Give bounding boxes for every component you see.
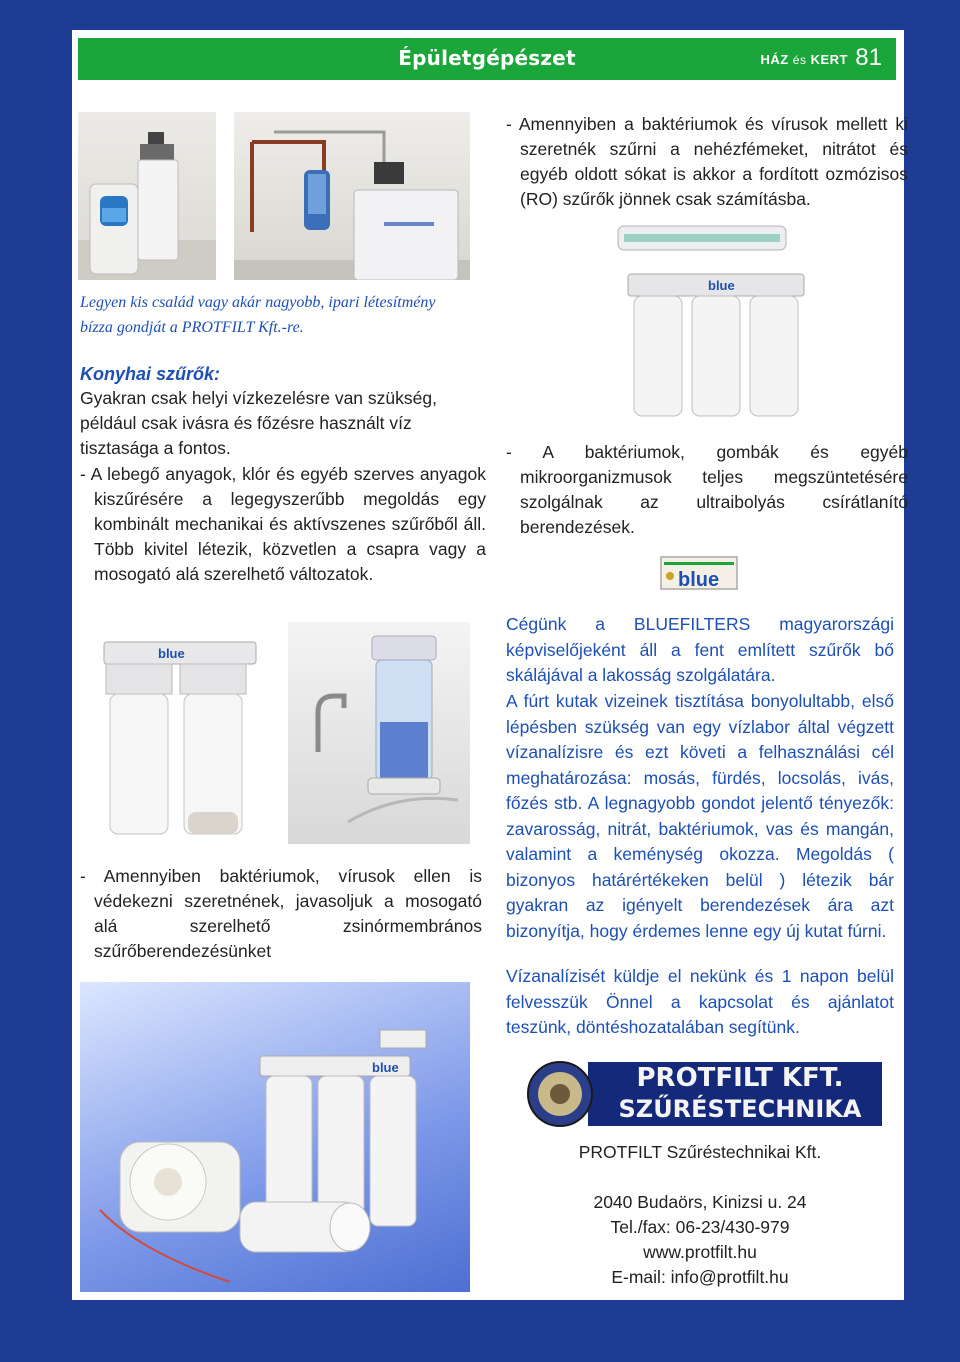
water-softener-installation-image — [234, 112, 470, 280]
svg-text:blue: blue — [372, 1060, 399, 1075]
kitchen-filters-heading: Konyhai szűrők: — [80, 364, 221, 384]
wells-paragraph: A fúrt kutak vizeinek tisztítása bonyolultabb, első lépésben szükség van egy vízlabor által végzett vízanalízisre és ezt követi a felhasználási cél meghatározása: mosás, fürdés, locsolás, ivás, főzés stb. A legnagyobb gondot jelentő tényezők: zavarosság, nitrát, baktériumok, vas és mangán, valamint a keménység okozza. Megoldás ( bizonyos határértékeken belül ) létezik bár gyakran az igényelt berendezések ára azt bizonyítja, hogy érdemes lenne egy új kutat fúrni. — [506, 691, 894, 941]
svg-text:blue: blue — [678, 569, 720, 590]
company-address: 2040 Budaörs, Kinizsi u. 24 — [593, 1192, 807, 1212]
water-softener-small-image — [78, 112, 216, 280]
svg-text:blue: blue — [158, 646, 185, 661]
protfilt-logo-line1: PROTFILT KFT. — [636, 1063, 844, 1093]
company-email[interactable]: E-mail: info@protfilt.hu — [611, 1267, 789, 1287]
page-header — [78, 38, 896, 80]
photo-ro-system — [80, 982, 470, 1292]
countertop-filter-image — [288, 622, 470, 844]
photo-countertop-filter — [288, 622, 470, 844]
uv-bullet: - A baktériumok, gombák és egyéb mikroorganizmusok teljes megszüntetésére szolgálnak az ultraibolyás csírátlanító berendezések. — [506, 442, 908, 537]
photo-water-softener-small — [78, 112, 216, 280]
ro-bullet: - Amennyiben a baktériumok és vírusok mellett ki szeretnék szűrni a nehézfémeket, nitrátot és egyéb oldott sókat is akkor a fordított ozmózisos (RO) szűrők jönnek csak számításba. — [506, 114, 908, 209]
membrane-filter-bullet: - Amennyiben baktériumok, vírusok ellen is védekezni szeretnének, javasoljuk a mosogató alá szerelhető zsinórmembrános szűrőberendezésünket — [80, 866, 482, 961]
ro-system-image — [80, 982, 470, 1292]
photo-undersink-double-filter — [80, 622, 272, 844]
kitchen-filters-intro: Gyakran csak helyi vízkezelésre van szükség, például csak ivásra és főzésre használt víz tisztasága a fontos. — [80, 388, 437, 458]
ro-unit-image — [604, 216, 818, 426]
page-number: 81 — [855, 44, 882, 71]
contact-paragraph: Vízanalízisét küldje el nekünk és 1 napon belül felvesszük Önnel a kapcsolat és ajánlatot teszünk, döntéshozatalában segítünk. — [506, 966, 894, 1037]
section-title: Épületgépészet — [398, 46, 576, 70]
bluefilters-logo — [660, 556, 738, 590]
company-website[interactable]: www.protfilt.hu — [643, 1242, 757, 1262]
kitchen-filters-bullet: - A lebegő anyagok, klór és egyéb szerves anyagok kiszűrésére a legegyszerűbb megoldás egy kombinált mechanikai és aktívszenes szűrőből áll. Több kivitel létezik, közvetlen a csapra vagy a mosogató alá szerelhető változatok. — [80, 464, 486, 584]
company-phone: Tel./fax: 06-23/430-979 — [610, 1217, 790, 1237]
photo-ro-unit — [604, 216, 818, 426]
company-name: PROTFILT Szűréstechnikai Kft. — [578, 1142, 822, 1162]
svg-text:blue: blue — [708, 278, 735, 293]
bluefilters-logo-image — [660, 556, 738, 590]
photo-water-softener-installation — [234, 112, 470, 280]
protfilt-logo — [516, 1058, 884, 1130]
magazine-name: HÁZ és KERT — [760, 52, 848, 67]
protfilt-logo-line2: SZŰRÉSTECHNIKA — [618, 1095, 862, 1123]
bluefilters-paragraph: Cégünk a BLUEFILTERS magyarországi képviselőjeként áll a fent említett szűrők bő skálájával a lakosság szolgálatára. — [506, 614, 894, 685]
undersink-double-filter-image — [80, 622, 272, 844]
photo-caption: Legyen kis család vagy akár nagyobb, ipari létesítmény bízza gondját a PROTFILT Kft.-re. — [80, 294, 436, 336]
